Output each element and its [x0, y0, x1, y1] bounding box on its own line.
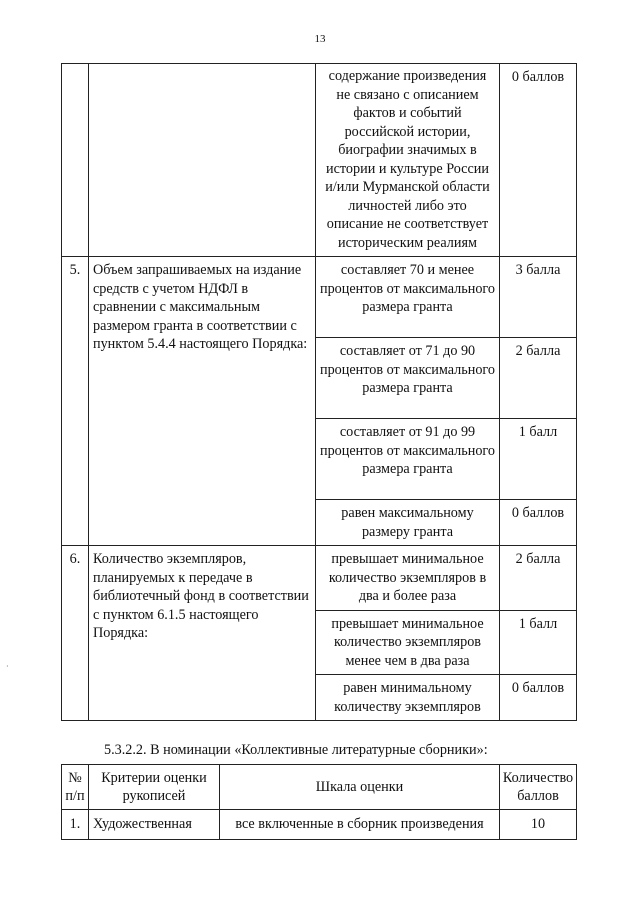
criterion-cell: Количество экземпляров, планируемых к передаче в библиотечный фонд в соответствии с пунктом 6.1.5 настоящего Порядка:: [89, 546, 316, 721]
score-cell: 1 балл: [500, 610, 577, 675]
table-row: [62, 810, 577, 840]
scale-cell: содержание произведения не связано с описанием фактов и событий российской истории, биографии значимых в истории и культуре России и/или Мурманской области личностей либо это описание не соответствует историческим реалиям: [316, 64, 500, 257]
table-row: [62, 546, 577, 611]
scale-cell: равен минимальному количеству экземпляров: [316, 675, 500, 721]
score-cell: 0 баллов: [500, 64, 577, 257]
score-cell: 2 балла: [500, 546, 577, 611]
score-cell: 2 балла: [500, 338, 577, 419]
row-number: [62, 64, 89, 257]
header-score: Количество баллов: [500, 765, 577, 810]
scan-dot: ·: [6, 662, 9, 671]
scale-cell: все включенные в сборник произведения: [220, 810, 500, 840]
table-header-row: [62, 765, 577, 810]
literary-collections-table: [61, 764, 577, 840]
table-row: [62, 257, 577, 338]
score-cell: 10: [500, 810, 577, 840]
header-num: № п/п: [62, 765, 89, 810]
row-number: 5.: [62, 257, 89, 546]
table-row: [62, 64, 577, 257]
header-scale: Шкала оценки: [220, 765, 500, 810]
scale-cell: составляет от 91 до 99 процентов от максимального размера гранта: [316, 419, 500, 500]
score-cell: 0 баллов: [500, 500, 577, 546]
criterion-cell: Художественная: [89, 810, 220, 840]
scale-cell: составляет от 71 до 90 процентов от максимального размера гранта: [316, 338, 500, 419]
section-heading: 5.3.2.2. В номинации «Коллективные литературные сборники»:: [104, 742, 488, 758]
score-cell: 3 балла: [500, 257, 577, 338]
scale-cell: равен максимальному размеру гранта: [316, 500, 500, 546]
row-number: 1.: [62, 810, 89, 840]
score-cell: 0 баллов: [500, 675, 577, 721]
page-number: 13: [314, 33, 326, 45]
scale-cell: превышает минимальное количество экземпляров менее чем в два раза: [316, 610, 500, 675]
score-cell: 1 балл: [500, 419, 577, 500]
scale-cell: превышает минимальное количество экземпляров в два и более раза: [316, 546, 500, 611]
row-number: 6.: [62, 546, 89, 721]
header-criterion: Критерии оценки рукописей: [89, 765, 220, 810]
scale-cell: составляет 70 и менее процентов от максимального размера гранта: [316, 257, 500, 338]
criterion-cell: Объем запрашиваемых на издание средств с учетом НДФЛ в сравнении с максимальным размером гранта в соответствии с пунктом 5.4.4 настоящего Порядка:: [89, 257, 316, 546]
criteria-table: [61, 63, 577, 721]
criterion-cell: [89, 64, 316, 257]
